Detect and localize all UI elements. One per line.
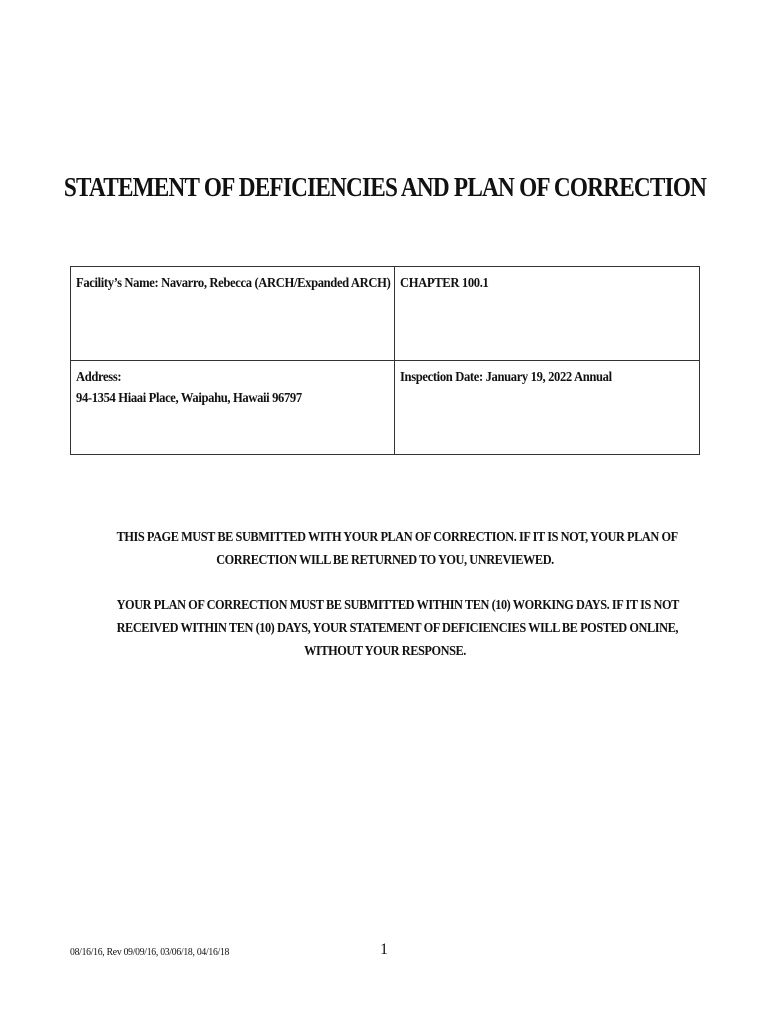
inspection-date-cell <box>395 361 700 455</box>
revision-dates: 08/16/16, Rev 09/09/16, 03/06/18, 04/16/18 <box>70 946 230 958</box>
address-cell <box>71 361 395 455</box>
facility-name: Facility’s Name: Navarro, Rebecca (ARCH/Expanded ARCH) <box>76 276 391 291</box>
inspection-date: Inspection Date: January 19, 2022 Annual <box>400 370 612 385</box>
address-label: Address: <box>76 370 122 385</box>
notice-line: CORRECTION WILL BE RETURNED TO YOU, UNREVIEWED. <box>216 553 554 568</box>
table-row <box>71 361 700 455</box>
notice-line: RECEIVED WITHIN TEN (10) DAYS, YOUR STATEMENT OF DEFICIENCIES WILL BE POSTED ONLINE, <box>116 621 678 636</box>
address-value: 94-1354 Hiaai Place, Waipahu, Hawaii 96797 <box>76 391 302 406</box>
notice-line: THIS PAGE MUST BE SUBMITTED WITH YOUR PLAN OF CORRECTION. IF IT IS NOT, YOUR PLAN OF <box>116 530 678 545</box>
notice-line: YOUR PLAN OF CORRECTION MUST BE SUBMITTED WITHIN TEN (10) WORKING DAYS. IF IT IS NOT <box>116 598 679 613</box>
facility-info-table <box>70 266 700 455</box>
chapter-cell <box>395 267 700 361</box>
deadline-notice <box>80 594 690 663</box>
notice-line: WITHOUT YOUR RESPONSE. <box>304 644 466 659</box>
table-row <box>71 267 700 361</box>
facility-name-cell <box>71 267 395 361</box>
document-title: STATEMENT OF DEFICIENCIES AND PLAN OF CORRECTION <box>63 172 707 202</box>
page-number: 1 <box>380 941 388 958</box>
chapter: CHAPTER 100.1 <box>400 276 489 291</box>
submission-notice <box>80 526 690 572</box>
